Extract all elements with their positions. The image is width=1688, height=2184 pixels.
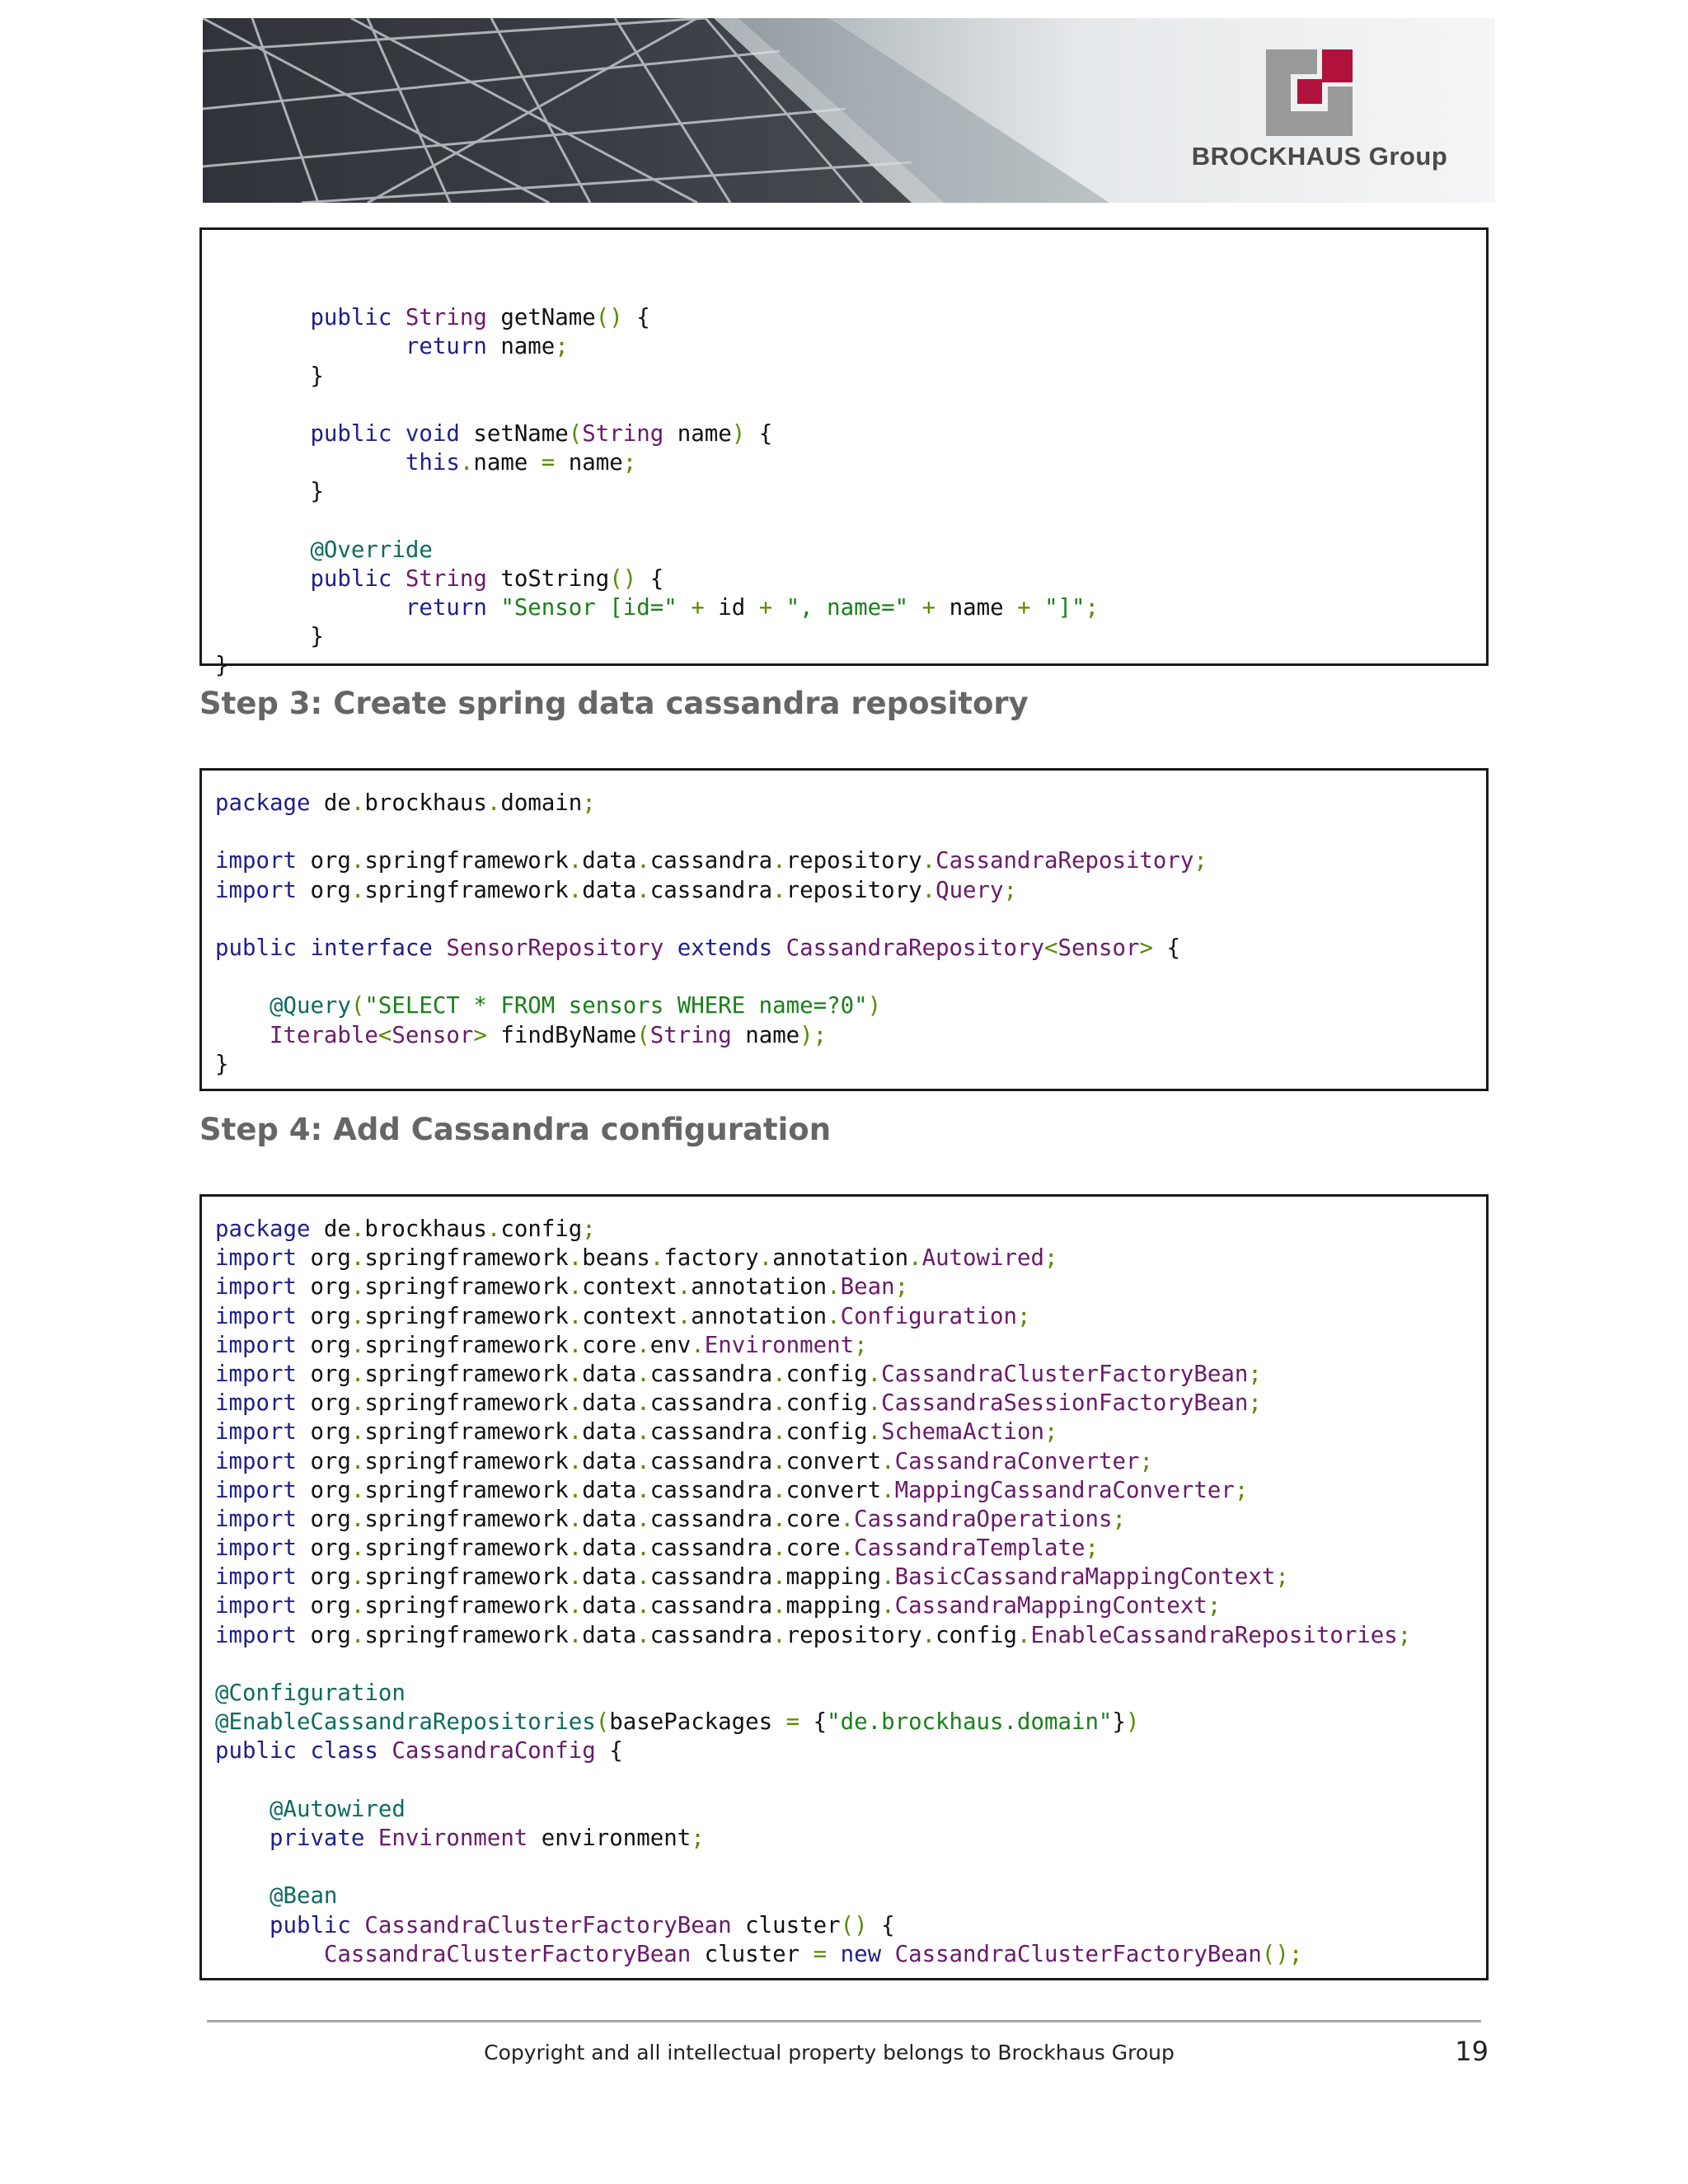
- code-line: import org.springframework.data.cassandra.mapping.CassandraMappingContext;: [215, 1593, 1221, 1619]
- step-4-heading: Step 4: Add Cassandra configuration: [199, 1112, 832, 1147]
- code-line: return "Sensor [id=" + id + ", name=" + name + "]";: [405, 595, 1100, 621]
- code-line: [215, 391, 1486, 419]
- code-block-cassandra-config: [199, 1194, 1489, 1980]
- code-line: import org.springframework.data.cassandra.config.CassandraClusterFactoryBean;: [215, 1361, 1262, 1387]
- code-line: private Environment environment;: [269, 1825, 705, 1851]
- code-line: import org.springframework.data.cassandra.core.CassandraOperations;: [215, 1506, 1126, 1532]
- code-line: }: [215, 479, 324, 505]
- code-line: [215, 1766, 1486, 1795]
- code-line: public class CassandraConfig {: [215, 1738, 623, 1765]
- code-line: @Override: [310, 537, 433, 563]
- code-line: import org.springframework.beans.factory.annotation.Autowired;: [215, 1245, 1058, 1272]
- code-line: [215, 1650, 1486, 1679]
- code-block-sensor-class: [199, 227, 1489, 679]
- code-line: [215, 818, 1486, 846]
- code-listing: [202, 771, 1486, 1079]
- code-line: [215, 1853, 1486, 1882]
- code-line: import org.springframework.data.cassandra.mapping.BasicCassandraMappingContext;: [215, 1564, 1289, 1591]
- code-line: public void setName(String name) {: [310, 420, 773, 447]
- code-line: import org.springframework.data.cassandra.core.CassandraTemplate;: [215, 1535, 1099, 1562]
- code-line: }: [215, 624, 324, 650]
- code-line: package de.brockhaus.config;: [215, 1216, 596, 1242]
- code-line: }: [215, 363, 324, 389]
- code-line: import org.springframework.data.cassandra.repository.config.EnableCassandraRepositories;: [215, 1622, 1412, 1648]
- header-banner: [203, 18, 1495, 203]
- brand-name: BROCKHAUS Group: [1191, 142, 1448, 171]
- step-3-heading: Step 3: Create spring data cassandra repository: [199, 686, 1029, 721]
- code-block-sensor-repository: [199, 768, 1489, 1091]
- code-line: }: [215, 653, 229, 679]
- code-line: public CassandraClusterFactoryBean cluster() {: [269, 1912, 895, 1938]
- code-line: [215, 507, 1486, 536]
- footer-copyright: Copyright and all intellectual property belongs to Brockhaus Group: [484, 2041, 1175, 2064]
- logo-mark-icon: [1266, 49, 1353, 136]
- code-line: import org.springframework.data.cassandra.convert.MappingCassandraConverter;: [215, 1477, 1249, 1503]
- code-line: public interface SensorRepository extends CassandraRepository<Sensor> {: [215, 935, 1180, 961]
- code-listing: [202, 1197, 1486, 1969]
- brockhaus-logo: [1184, 49, 1456, 173]
- footer-divider: [207, 2020, 1481, 2022]
- page-number: 19: [1455, 2036, 1489, 2067]
- code-line: [215, 274, 1486, 303]
- code-line: import org.springframework.data.cassandra.config.CassandraSessionFactoryBean;: [215, 1390, 1262, 1417]
- code-line: @Bean: [269, 1883, 338, 1910]
- code-line: Iterable<Sensor> findByName(String name);: [269, 1022, 828, 1048]
- code-line: import org.springframework.data.cassandra.config.SchemaAction;: [215, 1419, 1058, 1446]
- code-line: import org.springframework.data.cassandra.repository.CassandraRepository;: [215, 848, 1207, 874]
- code-line: @Query("SELECT * FROM sensors WHERE name=?0"): [269, 993, 882, 1019]
- code-line: import org.springframework.data.cassandra.convert.CassandraConverter;: [215, 1448, 1153, 1474]
- code-line: public String toString() {: [310, 565, 664, 592]
- code-line: [215, 963, 1486, 991]
- code-line: @EnableCassandraRepositories(basePackages = {"de.brockhaus.domain"}): [215, 1709, 1140, 1736]
- code-line: public String getName() {: [310, 305, 650, 331]
- code-line: return name;: [405, 334, 569, 360]
- code-line: this.name = name;: [405, 450, 637, 476]
- code-line: import org.springframework.data.cassandra.repository.Query;: [215, 877, 1018, 903]
- code-listing: [202, 230, 1486, 681]
- code-line: [215, 905, 1486, 934]
- code-line: @Configuration: [215, 1680, 406, 1706]
- code-line: import org.springframework.core.env.Environment;: [215, 1332, 868, 1358]
- code-line: package de.brockhaus.domain;: [215, 790, 596, 816]
- code-line: @Autowired: [269, 1796, 406, 1822]
- code-line: import org.springframework.context.annotation.Configuration;: [215, 1303, 1031, 1329]
- code-line: CassandraClusterFactoryBean cluster = new CassandraClusterFactoryBean();: [323, 1941, 1303, 1967]
- code-line: }: [215, 1051, 229, 1077]
- code-line: import org.springframework.context.annotation.Bean;: [215, 1274, 909, 1301]
